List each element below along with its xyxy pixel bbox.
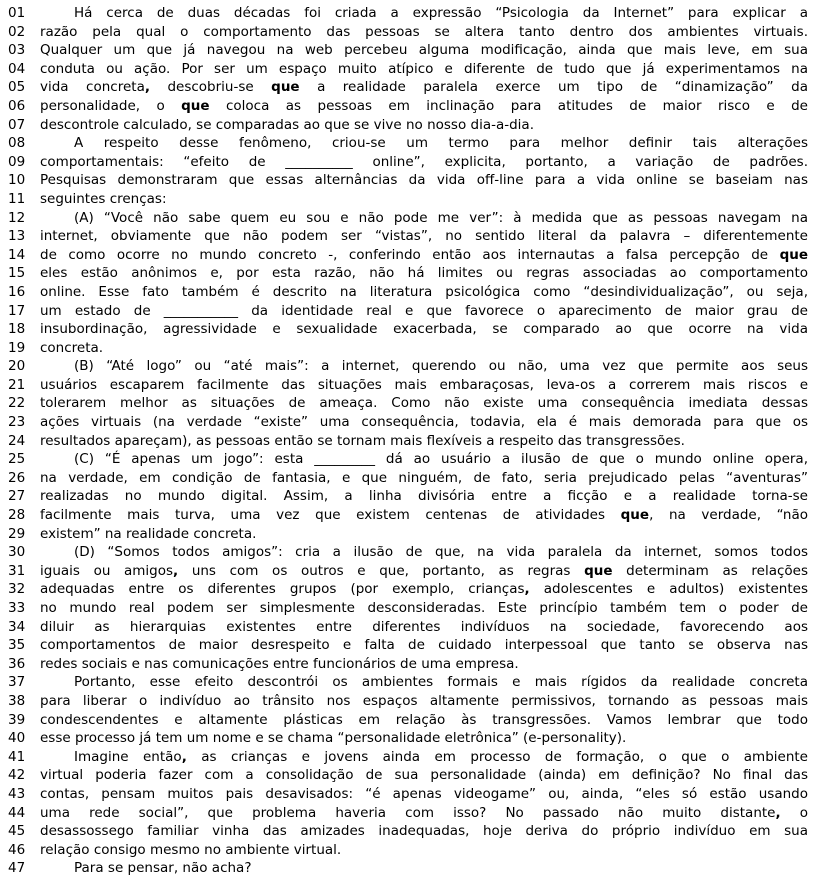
line-number: 04 [8,60,26,77]
line-text: (D) “Somos todos amigos”: cria a ilusão de que, na vida paralela da internet, somos todos [74,544,808,561]
line-text: online. Esse fato também é descrito na literatura psicológica como “desindividualização”, ou seja, [40,283,808,300]
text-line [8,859,808,876]
line-number: 08 [8,135,26,152]
line-number: 47 [8,860,26,876]
line-number: 28 [8,507,26,524]
line-number: 24 [8,432,26,449]
text-line [8,264,808,283]
line-text: descontrole calculado, se comparadas ao que se vive no nosso dia-a-dia. [40,116,534,133]
line-number: 44 [8,804,26,821]
line-number: 05 [8,79,26,96]
line-number: 43 [8,785,26,802]
text-line [8,766,808,785]
text-line [8,60,808,79]
text-line [8,134,808,153]
text-line [8,227,808,246]
line-text: esse processo já tem um nome e se chama “personalidade eletrônica” (e-personality). [40,730,627,747]
line-text: condescendentes e altamente plásticas em relação às transgressões. Vamos lembrar que todo [40,711,808,728]
line-text: na verdade, em condição de fantasia, e que ninguém, de fato, seria prejudicado pelas “aventuras” [40,469,808,486]
line-text: seguintes crenças: [40,190,167,207]
text-line [8,506,808,525]
line-number: 13 [8,228,26,245]
line-text: de como ocorre no mundo concreto -, conferindo então aos internautas a falsa percepção de que [40,246,808,263]
line-text: adequadas entre os diferentes grupos (por exemplo, crianças, adolescentes e adultos) existentes [40,581,808,598]
text-line [8,580,808,599]
line-number: 12 [8,209,26,226]
line-number: 23 [8,414,26,431]
line-number: 41 [8,748,26,765]
line-number: 46 [8,841,26,858]
line-number: 21 [8,376,26,393]
line-number: 39 [8,711,26,728]
text-line [8,246,808,265]
line-text: diluir as hierarquias existentes entre diferentes indivíduos na sociedade, favorecendo aos [40,618,808,635]
line-text: personalidade, o que coloca as pessoas em inclinação para atitudes de maior risco e de [40,97,808,114]
line-number: 27 [8,488,26,505]
line-text: facilmente mais turva, uma vez que existem centenas de atividades que, na verdade, “não [40,507,808,524]
text-line [8,320,808,339]
line-number: 09 [8,153,26,170]
line-text: comportamentos de maior desrespeito e falta de cuidado interpessoal que tanto se observa nas [40,637,808,654]
text-line [8,729,808,748]
line-text: um estado de ___________ da identidade real e que favorece o aparecimento de maior grau de [40,302,808,319]
text-line [8,116,808,135]
text-line [8,562,808,581]
line-number: 01 [8,5,26,21]
text-line [8,636,808,655]
line-text: Há cerca de duas décadas foi criada a expressão “Psicologia da Internet” para explicar a [74,5,808,21]
line-text: A respeito desse fenômeno, criou-se um termo para melhor definir tais alterações [74,135,808,152]
text-line [8,376,808,395]
text-line [8,432,808,451]
text-line [8,841,808,860]
line-number: 15 [8,265,26,282]
text-line [8,655,808,674]
text-line [8,487,808,506]
line-text: Portanto, esse efeito descontrói os ambientes formais e mais rígidos da realidade concreta [74,674,808,691]
line-number: 30 [8,544,26,561]
line-text: no mundo real podem ser simplesmente desconsideradas. Este princípio também tem o poder de [40,600,808,616]
text-line [8,4,808,23]
line-text: (B) “Até logo” ou “até mais”: a internet, querendo ou não, uma vez que permite aos seus [74,358,808,375]
line-text: razão pela qual o comportamento das pessoas se altera tanto dentro dos ambientes virtuais. [40,23,808,40]
line-text: desassossego familiar vinha das amizades inadequadas, hoje deriva do próprio indivíduo em sua [40,823,808,840]
text-line [8,339,808,358]
line-text: uma rede social”, que problema haveria com isso? No passado não muito distante, o [40,804,809,821]
text-line [8,469,808,488]
line-number: 45 [8,823,26,840]
line-text: (C) “É apenas um jogo”: esta _________ dá ao usuário a ilusão de que o mundo online opera, [74,451,808,468]
text-line [8,525,808,544]
text-body [8,4,808,876]
line-number: 29 [8,525,26,542]
text-line [8,450,808,469]
line-text: resultados apareçam), as pessoas então se tornam mais flexíveis a respeito das transgressões. [40,432,685,449]
line-text: Para se pensar, não acha? [74,860,252,876]
line-text: para liberar o indivíduo ao trânsito nos espaços altamente permissivos, tornando as pessoas mais [40,692,808,709]
line-text: redes sociais e nas comunicações entre funcionários de uma empresa. [40,655,519,672]
text-line [8,209,808,228]
line-text: internet, obviamente que não podem ser “vistas”, no sentido literal da palavra – diferentemente [40,228,808,245]
text-line [8,413,808,432]
text-line [8,692,808,711]
line-number: 14 [8,246,26,263]
line-text: comportamentais: “efeito de __________ online”, explicita, portanto, a variação de padrões. [40,153,808,170]
line-text: virtual poderia fazer com a consolidação de sua personalidade (ainda) em definição? No final das [40,767,808,784]
text-line [8,711,808,730]
line-number: 31 [8,562,26,579]
line-text: iguais ou amigos, uns com os outros e que, portanto, as regras que determinam as relações [40,562,808,579]
line-number: 19 [8,339,26,356]
text-line [8,283,808,302]
line-number: 35 [8,637,26,654]
line-number: 16 [8,283,26,300]
text-line [8,785,808,804]
line-text: conduta ou ação. Por ser um espaço muito atípico e diferente de tudo que já experimentamos na [40,60,808,77]
line-number: 11 [8,190,26,207]
line-text: ações virtuais (na verdade “existe” uma consequência, todavia, ela é mais demorada para que os [40,414,808,431]
line-text: tolerarem melhor as situações de ameaça. Como não existe uma consequência imediata dessas [40,395,808,412]
text-line [8,78,808,97]
line-text: vida concreta, descobriu-se que a realidade paralela exerce um tipo de “dinamização” da [40,79,808,96]
line-text: Qualquer um que já navegou na web percebeu alguma modificação, ainda que mais leve, em sua [40,42,808,59]
line-number: 42 [8,767,26,784]
text-line [8,394,808,413]
line-number: 36 [8,655,26,672]
text-line [8,23,808,42]
line-number: 37 [8,674,26,691]
line-text: insubordinação, agressividade e sexualidade exacerbada, se comparado ao que ocorre na vida [40,321,808,338]
text-line [8,97,808,116]
text-line [8,41,808,60]
text-line [8,171,808,190]
line-number: 10 [8,172,26,189]
line-text: eles estão anônimos e, por esta razão, não há limites ou regras associadas ao comportamento [40,265,808,282]
line-text: (A) “Você não sabe quem eu sou e não pode me ver”: à medida que as pessoas navegam na [74,209,808,226]
line-number: 26 [8,469,26,486]
text-line [8,673,808,692]
text-line [8,618,808,637]
line-text: relação consigo mesmo no ambiente virtual. [40,841,342,858]
line-text: contas, pensam muitos pais desavisados: “é apenas videogame” ou, ainda, “eles só estão usando [40,785,808,802]
line-text: usuários escaparem facilmente das situações mais embaraçosas, leva-os a correrem mais riscos e [40,376,808,393]
line-number: 17 [8,302,26,319]
line-number: 07 [8,116,26,133]
line-number: 18 [8,321,26,338]
line-text: existem” na realidade concreta. [40,525,257,542]
line-text: Imagine então, as crianças e jovens ainda em processo de formação, o que o ambiente [74,748,808,765]
line-text: Pesquisas demonstraram que essas alternâncias da vida off-line para a vida online se baseiam nas [40,172,808,189]
text-line [8,153,808,172]
text-line [8,748,808,767]
text-line [8,357,808,376]
text-line [8,543,808,562]
text-line [8,804,808,823]
line-number: 40 [8,730,26,747]
text-line [8,302,808,321]
line-number: 06 [8,97,26,114]
line-number: 03 [8,42,26,59]
line-number: 38 [8,692,26,709]
line-number: 34 [8,618,26,635]
line-number: 02 [8,23,26,40]
text-line [8,599,808,618]
text-line [8,822,808,841]
line-text: concreta. [40,339,104,356]
line-number: 32 [8,581,26,598]
line-number: 25 [8,451,26,468]
line-text: realizadas no mundo digital. Assim, a linha divisória entre a ficção e a realidade torna-se [40,488,808,505]
line-number: 20 [8,358,26,375]
line-number: 22 [8,395,26,412]
text-line [8,190,808,209]
line-number: 33 [8,600,26,616]
